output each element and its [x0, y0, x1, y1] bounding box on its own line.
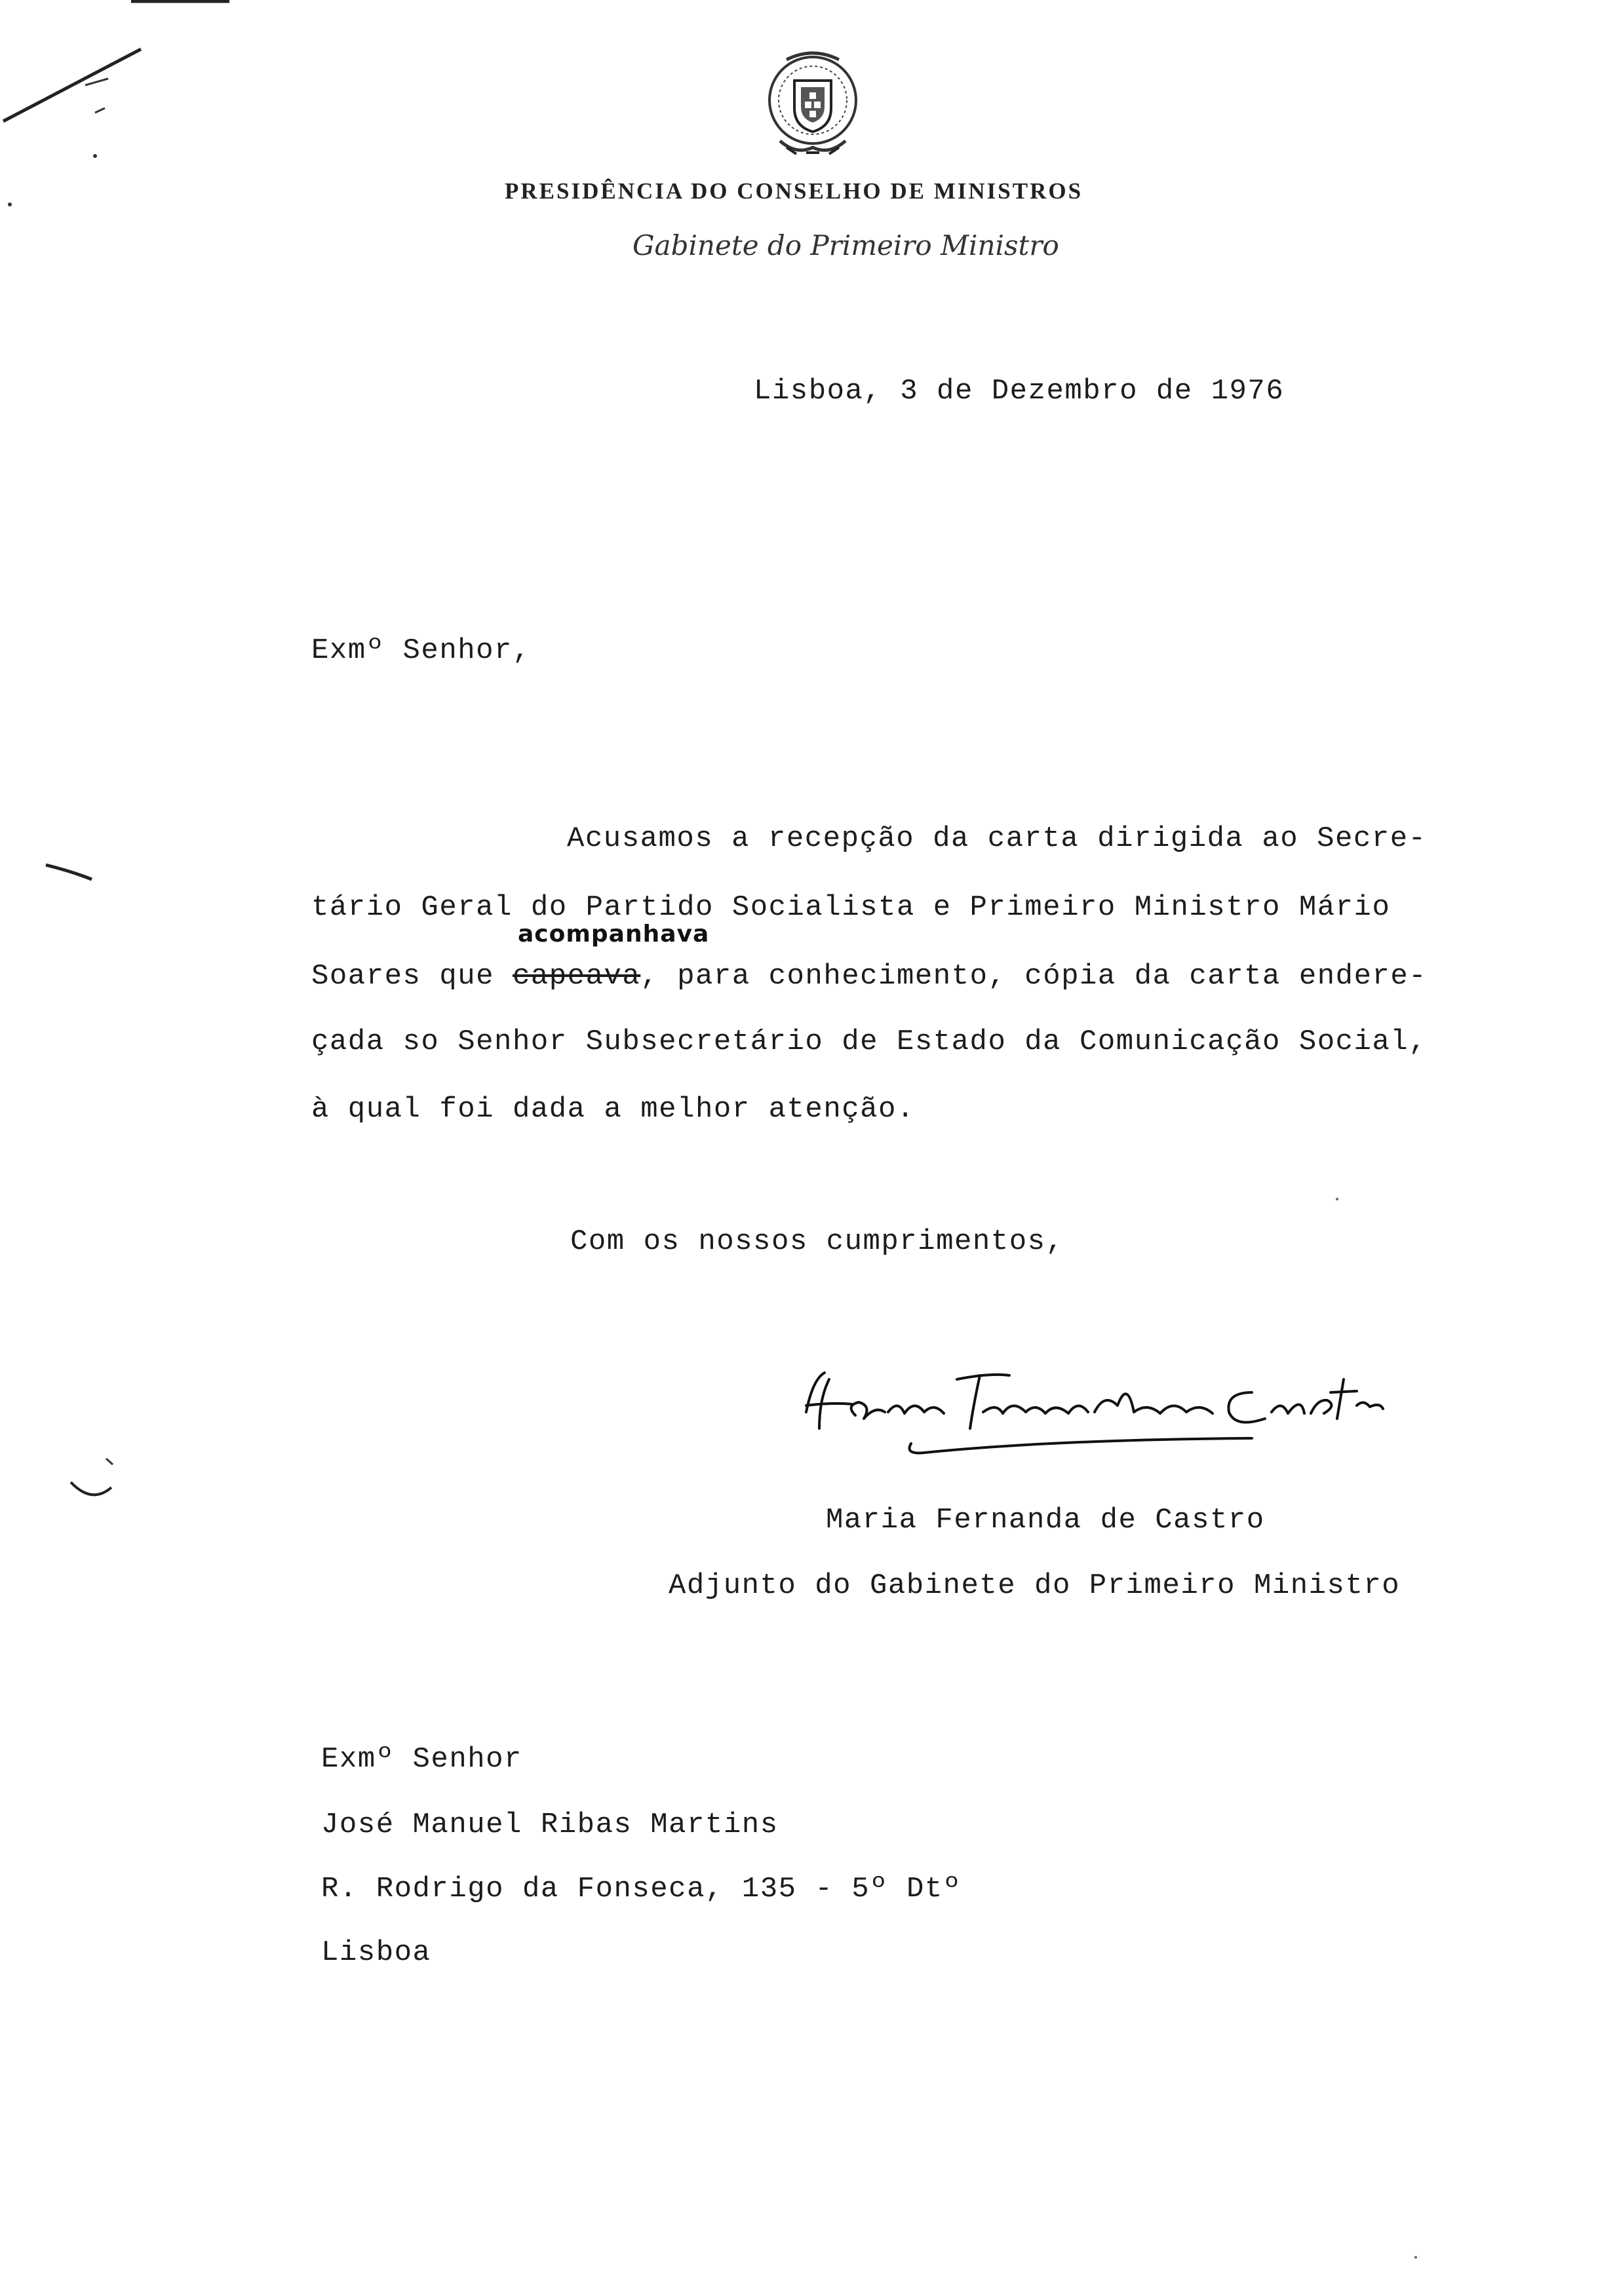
- body-line-3-start: Soares que: [311, 960, 513, 993]
- salutation: Exmº Senhor,: [311, 634, 531, 667]
- struck-word: capeava: [512, 960, 641, 993]
- body-line-2: tário Geral do Partido Socialista e Primeiro Ministro Mário: [311, 891, 1391, 924]
- handwritten-signature: [793, 1366, 1416, 1464]
- body-line-1: Acusamos a recepção da carta dirigida ao Secre-: [567, 822, 1427, 855]
- body-line-3-end: , para conhecimento, cópia da carta endere-: [640, 960, 1428, 993]
- letterhead-title: PRESIDÊNCIA DO CONSELHO DE MINISTROS: [505, 178, 1083, 204]
- signer-name: Maria Fernanda de Castro: [826, 1504, 1265, 1537]
- body-line-5: à qual foi dada a melhor atenção.: [311, 1093, 915, 1126]
- body-line-4: çada so Senhor Subsecretário de Estado da Comunicação Social,: [311, 1025, 1428, 1058]
- handwritten-correction: acompanhava: [518, 921, 710, 947]
- recipient-city: Lisboa: [321, 1936, 431, 1969]
- recipient-line-1: Exmº Senhor: [321, 1743, 522, 1776]
- recipient-street: R. Rodrigo da Fonseca, 135 - 5º Dtº: [321, 1873, 962, 1905]
- closing: Com os nossos cumprimentos,: [570, 1225, 1064, 1258]
- recipient-name: José Manuel Ribas Martins: [321, 1808, 779, 1841]
- coat-of-arms-icon: [760, 49, 865, 161]
- date-line: Lisboa, 3 de Dezembro de 1976: [754, 375, 1285, 408]
- signer-title: Adjunto do Gabinete do Primeiro Ministro: [669, 1569, 1401, 1602]
- letterhead-subtitle: Gabinete do Primeiro Ministro: [632, 229, 1059, 261]
- body-line-3: [311, 960, 1427, 993]
